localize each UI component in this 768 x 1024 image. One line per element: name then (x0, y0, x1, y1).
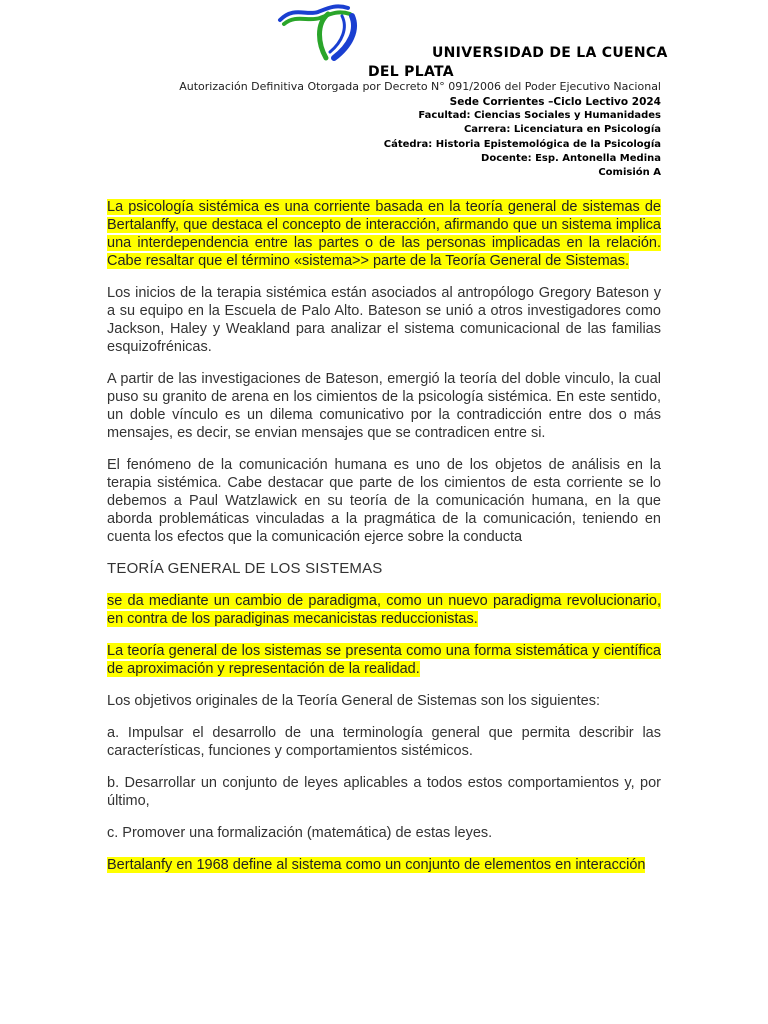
objective-a: a. Impulsar el desarrollo de una terminología general que permita describir las características, funciones y comportamientos sistémicos. (107, 725, 661, 759)
paragraph-2: Los inicios de la terapia sistémica están asociados al antropólogo Gregory Bateson y a su equipo en la Escuela de Palo Alto. Bateson se unió a otros investigadores como Jackson, Haley y Weakland para analizar el sistema comunicacional de las familias esquizofrénicas. (107, 285, 661, 355)
document-body (107, 198, 661, 888)
paragraph-4: El fenómeno de la comunicación humana es uno de los objetos de análisis en la terapia sistémica. Cabe destacar que parte de los cimientos de esta corriente se lo debemos a Paul Watzlawick en su teoría de la comunicación humana, en la que aborda problemáticas vinculadas a la pragmática de la comunicación, teniendo en cuenta los efectos que la comunicación ejerce sobre la conducta (107, 457, 661, 545)
highlighted-text: La teoría general de los sistemas se presenta como una forma sistemática y científica de aproximación y representación de la realidad. (107, 643, 661, 677)
objective-c: c. Promover una formalización (matemática) de estas leyes. (107, 825, 493, 841)
university-logo-icon (276, 2, 362, 62)
meta-docente: Docente: Esp. Antonella Medina (481, 152, 661, 164)
section-heading: TEORÍA GENERAL DE LOS SISTEMAS (107, 560, 383, 577)
meta-sede: Sede Corrientes –Ciclo Lectivo 2024 (449, 96, 661, 108)
paragraph-5 (107, 592, 661, 628)
meta-carrera: Carrera: Licenciatura en Psicología (463, 124, 661, 136)
highlighted-text: se da mediante un cambio de paradigma, como un nuevo paradigma revolucionario, en contra de los paradiginas mecanicistas reduccionistas. (107, 593, 661, 627)
paragraph-1 (107, 198, 661, 270)
highlighted-text: Bertalanfy en 1968 define al sistema como un conjunto de elementos en interacción (107, 857, 646, 873)
highlighted-text: La psicología sistémica es una corriente basada en la teoría general de sistemas de Bertalanffy, que destaca el concepto de interacción, afirmando que un sistema implica una interdependencia entre las partes o de las personas implicadas en la relación. Cabe resaltar que el término «sistema>> parte de la Teoría General de Sistemas. (107, 199, 661, 269)
meta-catedra: Cátedra: Historia Epistemológica de la Psicología (383, 138, 661, 150)
authorization-line: Autorización Definitiva Otorgada por Decreto N° 091/2006 del Poder Ejecutivo Nacional (179, 80, 661, 93)
course-meta (384, 95, 661, 180)
meta-facultad: Facultad: Ciencias Sociales y Humanidades (418, 110, 661, 122)
paragraph-3: A partir de las investigaciones de Bateson, emergió la teoría del doble vinculo, la cual puso su granito de arena en los cimientos de la psicología sistémica. En este sentido, un doble vínculo es un dilema comunicativo por la contradicción entre dos o más mensajes, es decir, se envian mensajes que se contradicen entre si. (107, 371, 661, 441)
objective-b: b. Desarrollar un conjunto de leyes aplicables a todos estos comportamientos y, por último, (107, 775, 661, 809)
paragraph-6 (107, 642, 661, 678)
university-name: UNIVERSIDAD DE LA CUENCA DEL PLATA (368, 45, 668, 80)
meta-comision: Comisión A (598, 167, 661, 179)
paragraph-11 (107, 856, 661, 874)
paragraph-7: Los objetivos originales de la Teoría General de Sistemas son los siguientes: (107, 693, 601, 709)
